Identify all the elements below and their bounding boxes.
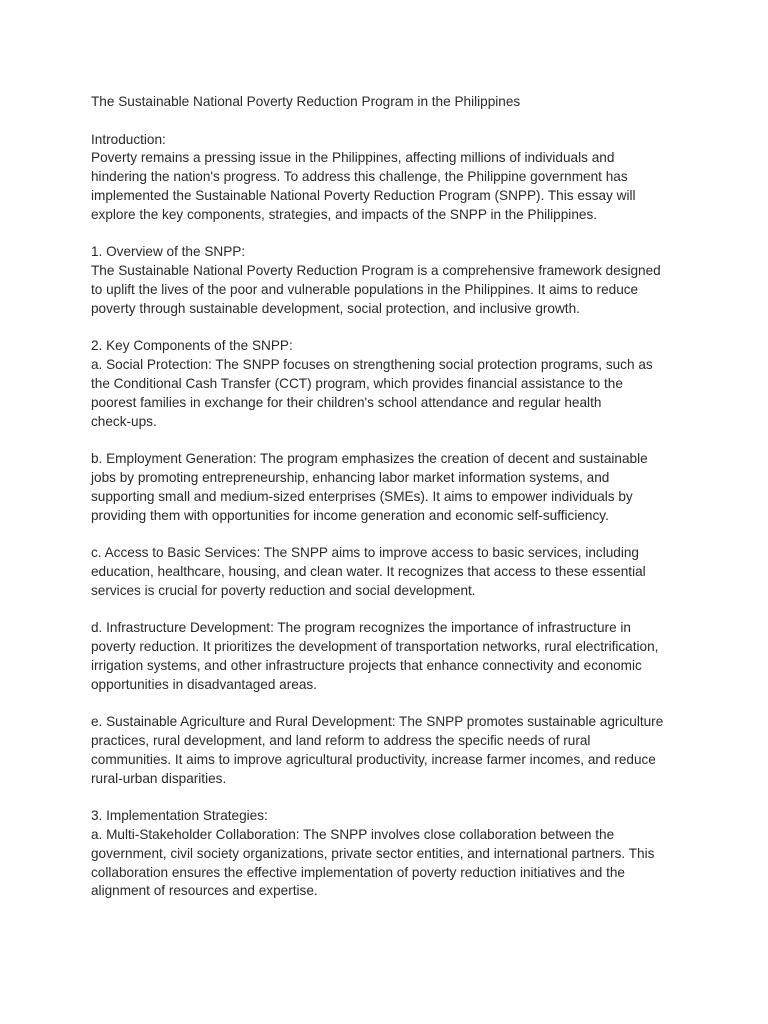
strategy-line: collaboration ensures the effective implementation of poverty reduction initiatives and the <box>91 864 625 880</box>
document-title: The Sustainable National Poverty Reduction Program in the Philippines <box>91 94 521 109</box>
component-line: b. Employment Generation: The program emphasizes the creation of decent and sustainable <box>91 451 648 467</box>
component-line: supporting small and medium-sized enterprises (SMEs). It aims to empower individuals by <box>91 488 633 504</box>
component-line: d. Infrastructure Development: The program recognizes the importance of infrastructure in <box>91 620 631 636</box>
introduction-heading: Introduction: <box>91 131 166 147</box>
component-line: communities. It aims to improve agricultural productivity, increase farmer incomes, and reduce <box>91 751 656 767</box>
component-line: opportunities in disadvantaged areas. <box>91 676 317 692</box>
component-line: rural-urban disparities. <box>91 770 227 786</box>
component-line: a. Social Protection: The SNPP focuses on strengthening social protection programs, such as <box>91 357 653 373</box>
strategies-section <box>91 807 751 901</box>
strategy-line: a. Multi-Stakeholder Collaboration: The SNPP involves close collaboration between the <box>91 827 615 843</box>
component-line: education, healthcare, housing, and clean water. It recognizes that access to these essential <box>91 563 646 579</box>
component-b-paragraph <box>91 450 751 525</box>
strategies-heading: 3. Implementation Strategies: <box>91 808 268 824</box>
introduction-line: explore the key components, strategies, and impacts of the SNPP in the Philippines. <box>91 206 598 222</box>
component-line: poverty reduction. It prioritizes the development of transportation networks, rural electrification, <box>91 639 659 655</box>
component-e-paragraph <box>91 713 751 788</box>
component-c-paragraph <box>91 544 751 600</box>
component-line: c. Access to Basic Services: The SNPP aims to improve access to basic services, including <box>91 545 639 561</box>
components-heading: 2. Key Components of the SNPP: <box>91 338 293 354</box>
overview-heading: 1. Overview of the SNPP: <box>91 244 246 260</box>
introduction-line: hindering the nation's progress. To address this challenge, the Philippine government has <box>91 169 628 185</box>
component-line: the Conditional Cash Transfer (CCT) program, which provides financial assistance to the <box>91 375 623 391</box>
overview-section <box>91 243 751 318</box>
component-line: jobs by promoting entrepreneurship, enhancing labor market information systems, and <box>91 469 610 485</box>
component-line: services is crucial for poverty reduction and social development. <box>91 582 476 598</box>
document-page <box>91 93 751 920</box>
strategy-line: alignment of resources and expertise. <box>91 883 318 899</box>
strategy-line: government, civil society organizations, private sector entities, and international partners. This <box>91 845 655 861</box>
component-line: providing them with opportunities for income generation and economic self-sufficiency. <box>91 507 609 523</box>
overview-line: The Sustainable National Poverty Reduction Program is a comprehensive framework designed <box>91 263 661 279</box>
components-section <box>91 337 751 788</box>
component-a-paragraph <box>91 356 751 431</box>
component-line: poorest families in exchange for their children's school attendance and regular health <box>91 394 602 410</box>
component-line: practices, rural development, and land reform to address the specific needs of rural <box>91 733 591 749</box>
component-line: e. Sustainable Agriculture and Rural Development: The SNPP promotes sustainable agriculture <box>91 714 664 730</box>
component-d-paragraph <box>91 619 751 694</box>
component-line: check-ups. <box>91 413 157 429</box>
introduction-line: implemented the Sustainable National Poverty Reduction Program (SNPP). This essay will <box>91 187 636 203</box>
overview-line: to uplift the lives of the poor and vulnerable populations in the Philippines. It aims to reduce <box>91 281 639 297</box>
component-line: irrigation systems, and other infrastructure projects that enhance connectivity and economic <box>91 657 642 673</box>
overview-line: poverty through sustainable development, social protection, and inclusive growth. <box>91 300 580 316</box>
introduction-line: Poverty remains a pressing issue in the Philippines, affecting millions of individuals and <box>91 150 615 166</box>
introduction-section <box>91 131 751 225</box>
